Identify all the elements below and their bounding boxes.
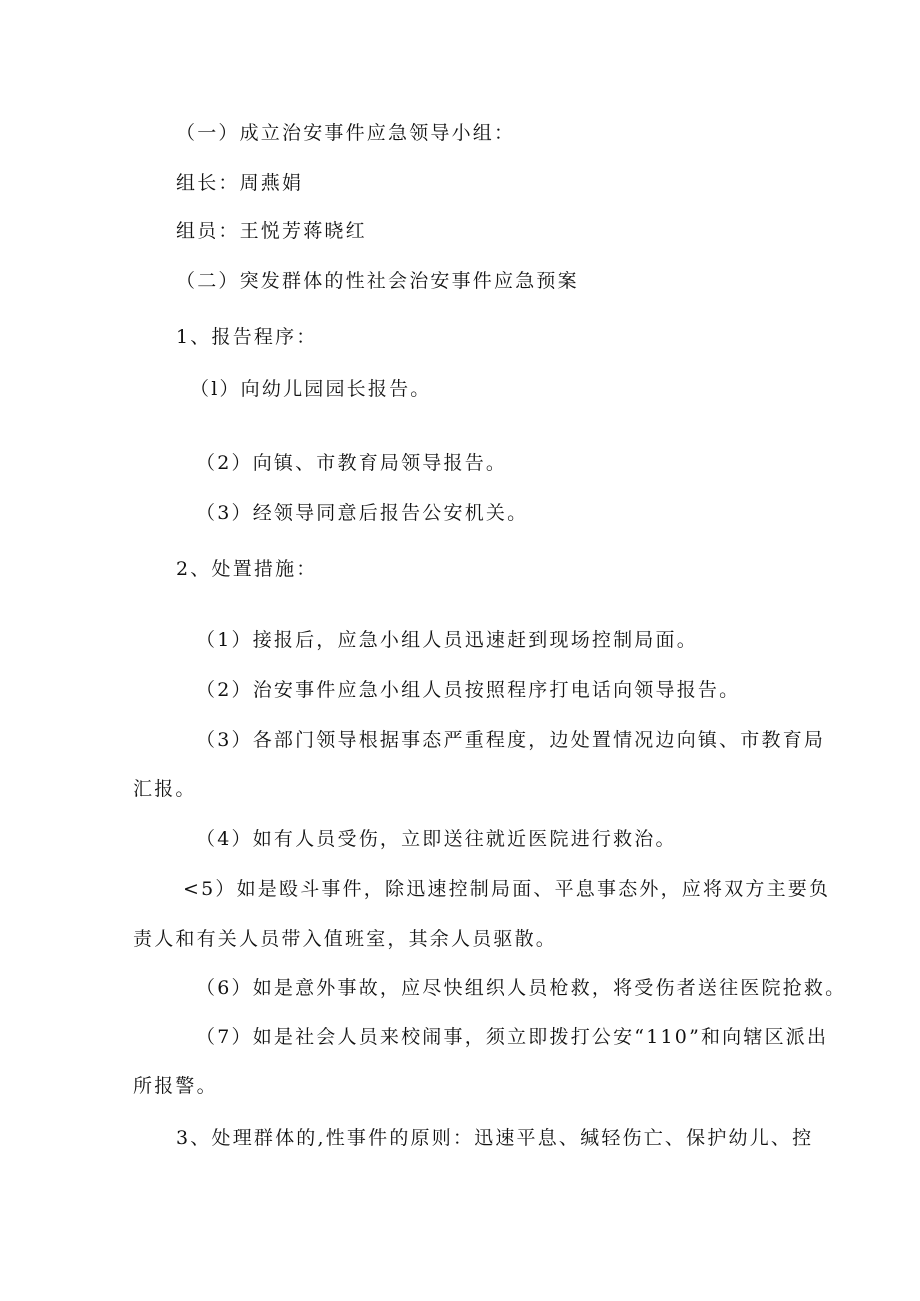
subsection-report-procedure: 1、报告程序： xyxy=(176,326,318,348)
measure-1: （1）接报后，应急小组人员迅速赶到现场控制局面。 xyxy=(196,629,698,651)
measure-3: （3）各部门领导根据事态严重程度，边处置情况边向镇、市教育局 xyxy=(196,729,826,751)
measure-5-continuation: 责人和有关人员带入值班室，其余人员驱散。 xyxy=(133,928,558,950)
section-heading-1: （一）成立治安事件应急领导小组： xyxy=(176,122,516,144)
measure-2: （2）治安事件应急小组人员按照程序打电话向领导报告。 xyxy=(196,679,741,701)
measure-4: （4）如有人员受伤，立即送往就近医院进行救治。 xyxy=(196,828,677,850)
measure-7-continuation: 所报警。 xyxy=(133,1075,218,1097)
report-step-3: （3）经领导同意后报告公安机关。 xyxy=(196,502,529,524)
measure-7: （7）如是社会人员来校闹事，须立即拨打公安“110”和向辖区派出 xyxy=(196,1026,829,1048)
measure-3-continuation: 汇报。 xyxy=(133,778,197,800)
team-members-line: 组员：王悦芳蒋晓红 xyxy=(176,220,367,242)
team-leader-line: 组长：周燕娟 xyxy=(176,172,304,194)
subsection-principles: 3、处理群体的,性事件的原则：迅速平息、缄轻伤亡、保护幼儿、控 xyxy=(176,1127,814,1149)
subsection-measures: 2、处置措施： xyxy=(176,558,318,580)
section-heading-2: （二）突发群体的性社会治安事件应急预案 xyxy=(176,270,579,292)
report-step-1: （l）向幼儿园园长报告。 xyxy=(190,378,432,400)
report-step-2: （2）向镇、市教育局领导报告。 xyxy=(196,452,508,474)
measure-5: <5）如是殴斗事件，除迅速控制局面、平息事态外，应将双方主要负 xyxy=(183,878,831,900)
measure-6: （6）如是意外事故，应尽快组织人员枪救，将受伤者送往医院抢救。 xyxy=(196,977,847,999)
